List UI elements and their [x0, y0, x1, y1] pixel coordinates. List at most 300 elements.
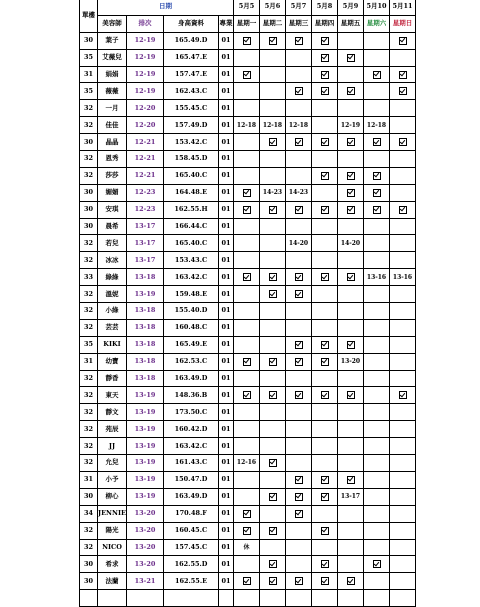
- day-cell[interactable]: [234, 151, 260, 168]
- day-cell[interactable]: [312, 151, 338, 168]
- day-cell[interactable]: [390, 421, 416, 438]
- day-cell[interactable]: [364, 353, 390, 370]
- checked-box-icon[interactable]: [347, 391, 355, 399]
- day-cell[interactable]: [312, 83, 338, 100]
- day-cell[interactable]: [364, 488, 390, 505]
- day-cell[interactable]: [260, 488, 286, 505]
- checked-box-icon[interactable]: [321, 527, 329, 535]
- day-cell[interactable]: [286, 218, 312, 235]
- day-cell[interactable]: [234, 404, 260, 421]
- day-cell[interactable]: [260, 252, 286, 269]
- checked-box-icon[interactable]: [295, 341, 303, 349]
- day-cell[interactable]: [260, 522, 286, 539]
- day-cell[interactable]: [312, 167, 338, 184]
- checked-box-icon[interactable]: [321, 206, 329, 214]
- day-cell[interactable]: [234, 303, 260, 320]
- day-cell[interactable]: [390, 387, 416, 404]
- day-cell[interactable]: [338, 134, 364, 151]
- checked-box-icon[interactable]: [373, 138, 381, 146]
- day-cell[interactable]: [390, 303, 416, 320]
- day-cell[interactable]: [260, 336, 286, 353]
- day-cell[interactable]: [286, 438, 312, 455]
- checked-box-icon[interactable]: [321, 172, 329, 180]
- checked-box-icon[interactable]: [373, 206, 381, 214]
- day-cell[interactable]: [260, 66, 286, 83]
- day-cell[interactable]: [312, 218, 338, 235]
- day-cell[interactable]: [286, 235, 312, 252]
- checked-box-icon[interactable]: [243, 189, 251, 197]
- day-cell[interactable]: [390, 218, 416, 235]
- day-cell[interactable]: [312, 455, 338, 472]
- day-cell[interactable]: [286, 134, 312, 151]
- checked-box-icon[interactable]: [321, 358, 329, 366]
- day-cell[interactable]: [390, 286, 416, 303]
- day-cell[interactable]: [338, 539, 364, 556]
- checked-box-icon[interactable]: [321, 493, 329, 501]
- day-cell[interactable]: [364, 421, 390, 438]
- day-cell[interactable]: [286, 421, 312, 438]
- day-cell[interactable]: [234, 83, 260, 100]
- day-cell[interactable]: [286, 353, 312, 370]
- day-cell[interactable]: [364, 66, 390, 83]
- day-cell[interactable]: [364, 100, 390, 117]
- day-cell[interactable]: [260, 117, 286, 134]
- day-cell[interactable]: [364, 455, 390, 472]
- day-cell[interactable]: [286, 370, 312, 387]
- day-cell[interactable]: [364, 235, 390, 252]
- day-cell[interactable]: [364, 370, 390, 387]
- day-cell[interactable]: [260, 83, 286, 100]
- day-cell[interactable]: [312, 269, 338, 286]
- day-cell[interactable]: [338, 336, 364, 353]
- day-cell[interactable]: [286, 167, 312, 184]
- day-cell[interactable]: [364, 319, 390, 336]
- day-cell[interactable]: [338, 455, 364, 472]
- day-cell[interactable]: [312, 353, 338, 370]
- checked-box-icon[interactable]: [347, 172, 355, 180]
- day-cell[interactable]: [338, 488, 364, 505]
- checked-box-icon[interactable]: [295, 87, 303, 95]
- checked-box-icon[interactable]: [321, 138, 329, 146]
- day-cell[interactable]: [234, 66, 260, 83]
- day-cell[interactable]: [364, 252, 390, 269]
- day-cell[interactable]: [364, 201, 390, 218]
- day-cell[interactable]: [286, 286, 312, 303]
- day-cell[interactable]: [286, 100, 312, 117]
- checked-box-icon[interactable]: [269, 560, 277, 568]
- day-cell[interactable]: [338, 286, 364, 303]
- day-cell[interactable]: [364, 404, 390, 421]
- checked-box-icon[interactable]: [243, 358, 251, 366]
- checked-box-icon[interactable]: [321, 71, 329, 79]
- day-cell[interactable]: [390, 134, 416, 151]
- day-cell[interactable]: [234, 438, 260, 455]
- day-cell[interactable]: [234, 49, 260, 66]
- checked-box-icon[interactable]: [269, 206, 277, 214]
- day-cell[interactable]: [364, 303, 390, 320]
- day-cell[interactable]: [364, 134, 390, 151]
- checked-box-icon[interactable]: [243, 273, 251, 281]
- day-cell[interactable]: [338, 32, 364, 49]
- day-cell[interactable]: [338, 353, 364, 370]
- checked-box-icon[interactable]: [269, 290, 277, 298]
- checked-box-icon[interactable]: [295, 510, 303, 518]
- day-cell[interactable]: [234, 505, 260, 522]
- day-cell[interactable]: [260, 100, 286, 117]
- day-cell[interactable]: [390, 252, 416, 269]
- day-cell[interactable]: [234, 167, 260, 184]
- day-cell[interactable]: [364, 590, 390, 607]
- checked-box-icon[interactable]: [243, 37, 251, 45]
- checked-box-icon[interactable]: [399, 37, 407, 45]
- day-cell[interactable]: [390, 66, 416, 83]
- day-cell[interactable]: [338, 66, 364, 83]
- day-cell[interactable]: [312, 319, 338, 336]
- day-cell[interactable]: [286, 319, 312, 336]
- day-cell[interactable]: [312, 49, 338, 66]
- day-cell[interactable]: [234, 32, 260, 49]
- day-cell[interactable]: [234, 134, 260, 151]
- day-cell[interactable]: [260, 286, 286, 303]
- checked-box-icon[interactable]: [295, 290, 303, 298]
- day-cell[interactable]: [390, 151, 416, 168]
- day-cell[interactable]: [286, 522, 312, 539]
- checked-box-icon[interactable]: [295, 37, 303, 45]
- day-cell[interactable]: [234, 201, 260, 218]
- day-cell[interactable]: [364, 539, 390, 556]
- day-cell[interactable]: [312, 66, 338, 83]
- day-cell[interactable]: [312, 370, 338, 387]
- day-cell[interactable]: [364, 117, 390, 134]
- day-cell[interactable]: [260, 49, 286, 66]
- day-cell[interactable]: [234, 353, 260, 370]
- day-cell[interactable]: [390, 404, 416, 421]
- day-cell[interactable]: [312, 421, 338, 438]
- day-cell[interactable]: [338, 438, 364, 455]
- day-cell[interactable]: [286, 117, 312, 134]
- checked-box-icon[interactable]: [295, 358, 303, 366]
- day-cell[interactable]: [286, 573, 312, 590]
- day-cell[interactable]: [234, 421, 260, 438]
- checked-box-icon[interactable]: [269, 138, 277, 146]
- checked-box-icon[interactable]: [295, 273, 303, 281]
- day-cell[interactable]: [338, 590, 364, 607]
- checked-box-icon[interactable]: [269, 527, 277, 535]
- day-cell[interactable]: [286, 32, 312, 49]
- day-cell[interactable]: [390, 167, 416, 184]
- day-cell[interactable]: [260, 167, 286, 184]
- day-cell[interactable]: [390, 590, 416, 607]
- day-cell[interactable]: [312, 488, 338, 505]
- day-cell[interactable]: [338, 505, 364, 522]
- day-cell[interactable]: [390, 336, 416, 353]
- day-cell[interactable]: [286, 201, 312, 218]
- day-cell[interactable]: [364, 387, 390, 404]
- checked-box-icon[interactable]: [269, 358, 277, 366]
- day-cell[interactable]: [390, 573, 416, 590]
- day-cell[interactable]: [260, 438, 286, 455]
- day-cell[interactable]: [338, 235, 364, 252]
- day-cell[interactable]: [338, 404, 364, 421]
- checked-box-icon[interactable]: [347, 273, 355, 281]
- checked-box-icon[interactable]: [269, 577, 277, 585]
- day-cell[interactable]: [390, 201, 416, 218]
- day-cell[interactable]: [390, 556, 416, 573]
- day-cell[interactable]: [234, 488, 260, 505]
- day-cell[interactable]: [338, 303, 364, 320]
- day-cell[interactable]: [338, 387, 364, 404]
- day-cell[interactable]: [338, 167, 364, 184]
- day-cell[interactable]: [312, 573, 338, 590]
- day-cell[interactable]: [390, 370, 416, 387]
- checked-box-icon[interactable]: [399, 87, 407, 95]
- day-cell[interactable]: [390, 184, 416, 201]
- day-cell[interactable]: [312, 438, 338, 455]
- day-cell[interactable]: [260, 590, 286, 607]
- day-cell[interactable]: [260, 303, 286, 320]
- day-cell[interactable]: [260, 556, 286, 573]
- day-cell[interactable]: [286, 505, 312, 522]
- checked-box-icon[interactable]: [295, 493, 303, 501]
- day-cell[interactable]: [390, 235, 416, 252]
- checked-box-icon[interactable]: [243, 391, 251, 399]
- day-cell[interactable]: [286, 387, 312, 404]
- day-cell[interactable]: [260, 269, 286, 286]
- day-cell[interactable]: [234, 218, 260, 235]
- day-cell[interactable]: [312, 303, 338, 320]
- checked-box-icon[interactable]: [399, 391, 407, 399]
- day-cell[interactable]: [260, 235, 286, 252]
- day-cell[interactable]: [364, 556, 390, 573]
- day-cell[interactable]: [312, 117, 338, 134]
- checked-box-icon[interactable]: [269, 391, 277, 399]
- day-cell[interactable]: [312, 522, 338, 539]
- day-cell[interactable]: [286, 455, 312, 472]
- day-cell[interactable]: [312, 252, 338, 269]
- checked-box-icon[interactable]: [295, 206, 303, 214]
- day-cell[interactable]: [260, 201, 286, 218]
- checked-box-icon[interactable]: [347, 577, 355, 585]
- day-cell[interactable]: [234, 235, 260, 252]
- day-cell[interactable]: [390, 522, 416, 539]
- day-cell[interactable]: [234, 286, 260, 303]
- day-cell[interactable]: [338, 556, 364, 573]
- checked-box-icon[interactable]: [347, 138, 355, 146]
- day-cell[interactable]: [338, 252, 364, 269]
- day-cell[interactable]: [338, 100, 364, 117]
- day-cell[interactable]: [286, 66, 312, 83]
- day-cell[interactable]: [364, 522, 390, 539]
- day-cell[interactable]: [390, 539, 416, 556]
- day-cell[interactable]: [338, 184, 364, 201]
- day-cell[interactable]: [338, 83, 364, 100]
- checked-box-icon[interactable]: [399, 206, 407, 214]
- day-cell[interactable]: [260, 505, 286, 522]
- day-cell[interactable]: [364, 167, 390, 184]
- day-cell[interactable]: [390, 49, 416, 66]
- day-cell[interactable]: [390, 488, 416, 505]
- day-cell[interactable]: [286, 269, 312, 286]
- day-cell[interactable]: [234, 100, 260, 117]
- day-cell[interactable]: [260, 539, 286, 556]
- checked-box-icon[interactable]: [269, 459, 277, 467]
- day-cell[interactable]: [338, 370, 364, 387]
- checked-box-icon[interactable]: [399, 71, 407, 79]
- day-cell[interactable]: [390, 100, 416, 117]
- day-cell[interactable]: [234, 269, 260, 286]
- checked-box-icon[interactable]: [399, 138, 407, 146]
- day-cell[interactable]: [338, 151, 364, 168]
- day-cell[interactable]: [234, 556, 260, 573]
- day-cell[interactable]: [260, 32, 286, 49]
- day-cell[interactable]: [260, 134, 286, 151]
- checked-box-icon[interactable]: [269, 37, 277, 45]
- day-cell[interactable]: [234, 522, 260, 539]
- day-cell[interactable]: [286, 556, 312, 573]
- day-cell[interactable]: [312, 505, 338, 522]
- day-cell[interactable]: [312, 100, 338, 117]
- day-cell[interactable]: [260, 370, 286, 387]
- checked-box-icon[interactable]: [321, 341, 329, 349]
- day-cell[interactable]: [234, 336, 260, 353]
- checked-box-icon[interactable]: [243, 577, 251, 585]
- day-cell[interactable]: [312, 134, 338, 151]
- day-cell[interactable]: [364, 32, 390, 49]
- day-cell[interactable]: [234, 370, 260, 387]
- day-cell[interactable]: [390, 319, 416, 336]
- day-cell[interactable]: [338, 269, 364, 286]
- day-cell[interactable]: [390, 438, 416, 455]
- day-cell[interactable]: [312, 590, 338, 607]
- day-cell[interactable]: [390, 117, 416, 134]
- day-cell[interactable]: [234, 455, 260, 472]
- checked-box-icon[interactable]: [373, 172, 381, 180]
- day-cell[interactable]: [286, 539, 312, 556]
- day-cell[interactable]: [364, 269, 390, 286]
- checked-box-icon[interactable]: [295, 138, 303, 146]
- day-cell[interactable]: [260, 151, 286, 168]
- day-cell[interactable]: [234, 252, 260, 269]
- day-cell[interactable]: [260, 455, 286, 472]
- checked-box-icon[interactable]: [347, 87, 355, 95]
- checked-box-icon[interactable]: [321, 273, 329, 281]
- day-cell[interactable]: [390, 269, 416, 286]
- day-cell[interactable]: [234, 590, 260, 607]
- checked-box-icon[interactable]: [321, 37, 329, 45]
- checked-box-icon[interactable]: [347, 189, 355, 197]
- day-cell[interactable]: [312, 201, 338, 218]
- day-cell[interactable]: [234, 117, 260, 134]
- day-cell[interactable]: [338, 319, 364, 336]
- day-cell[interactable]: [260, 319, 286, 336]
- day-cell[interactable]: [390, 32, 416, 49]
- day-cell[interactable]: [312, 32, 338, 49]
- checked-box-icon[interactable]: [269, 493, 277, 501]
- day-cell[interactable]: [390, 505, 416, 522]
- checked-box-icon[interactable]: [295, 391, 303, 399]
- day-cell[interactable]: [260, 353, 286, 370]
- day-cell[interactable]: [260, 404, 286, 421]
- day-cell[interactable]: [338, 573, 364, 590]
- checked-box-icon[interactable]: [321, 87, 329, 95]
- checked-box-icon[interactable]: [321, 560, 329, 568]
- day-cell[interactable]: [286, 488, 312, 505]
- day-cell[interactable]: [312, 539, 338, 556]
- checked-box-icon[interactable]: [243, 71, 251, 79]
- day-cell[interactable]: [364, 286, 390, 303]
- day-cell[interactable]: [312, 286, 338, 303]
- day-cell[interactable]: [390, 83, 416, 100]
- day-cell[interactable]: [364, 151, 390, 168]
- day-cell[interactable]: [364, 505, 390, 522]
- checked-box-icon[interactable]: [347, 54, 355, 62]
- day-cell[interactable]: [286, 151, 312, 168]
- day-cell[interactable]: [286, 303, 312, 320]
- checked-box-icon[interactable]: [295, 577, 303, 585]
- day-cell[interactable]: [312, 387, 338, 404]
- day-cell[interactable]: [260, 421, 286, 438]
- day-cell[interactable]: [286, 83, 312, 100]
- checked-box-icon[interactable]: [321, 54, 329, 62]
- checked-box-icon[interactable]: [347, 206, 355, 214]
- day-cell[interactable]: [364, 218, 390, 235]
- day-cell[interactable]: [312, 556, 338, 573]
- day-cell[interactable]: [312, 404, 338, 421]
- day-cell[interactable]: [286, 336, 312, 353]
- day-cell[interactable]: [364, 83, 390, 100]
- day-cell[interactable]: [338, 421, 364, 438]
- day-cell[interactable]: [390, 455, 416, 472]
- day-cell[interactable]: [260, 387, 286, 404]
- day-cell[interactable]: [338, 117, 364, 134]
- day-cell[interactable]: [286, 49, 312, 66]
- day-cell[interactable]: [312, 235, 338, 252]
- checked-box-icon[interactable]: [321, 391, 329, 399]
- day-cell[interactable]: [234, 319, 260, 336]
- day-cell[interactable]: [338, 201, 364, 218]
- checked-box-icon[interactable]: [373, 189, 381, 197]
- day-cell[interactable]: [234, 573, 260, 590]
- checked-box-icon[interactable]: [243, 510, 251, 518]
- day-cell[interactable]: [312, 184, 338, 201]
- day-cell[interactable]: [364, 184, 390, 201]
- day-cell[interactable]: [364, 336, 390, 353]
- checked-box-icon[interactable]: [373, 560, 381, 568]
- day-cell[interactable]: [234, 387, 260, 404]
- checked-box-icon[interactable]: [243, 206, 251, 214]
- day-cell[interactable]: [234, 539, 260, 556]
- day-cell[interactable]: [338, 218, 364, 235]
- day-cell[interactable]: [364, 573, 390, 590]
- day-cell[interactable]: [286, 404, 312, 421]
- day-cell[interactable]: [234, 184, 260, 201]
- day-cell[interactable]: [260, 218, 286, 235]
- day-cell[interactable]: [390, 353, 416, 370]
- checked-box-icon[interactable]: [347, 341, 355, 349]
- checked-box-icon[interactable]: [321, 577, 329, 585]
- checked-box-icon[interactable]: [269, 273, 277, 281]
- day-cell[interactable]: [260, 573, 286, 590]
- checked-box-icon[interactable]: [243, 527, 251, 535]
- day-cell[interactable]: [286, 590, 312, 607]
- day-cell[interactable]: [364, 438, 390, 455]
- day-cell[interactable]: [260, 184, 286, 201]
- checked-box-icon[interactable]: [373, 71, 381, 79]
- day-cell[interactable]: [338, 522, 364, 539]
- day-cell[interactable]: [286, 252, 312, 269]
- day-cell[interactable]: [338, 49, 364, 66]
- day-cell[interactable]: [364, 49, 390, 66]
